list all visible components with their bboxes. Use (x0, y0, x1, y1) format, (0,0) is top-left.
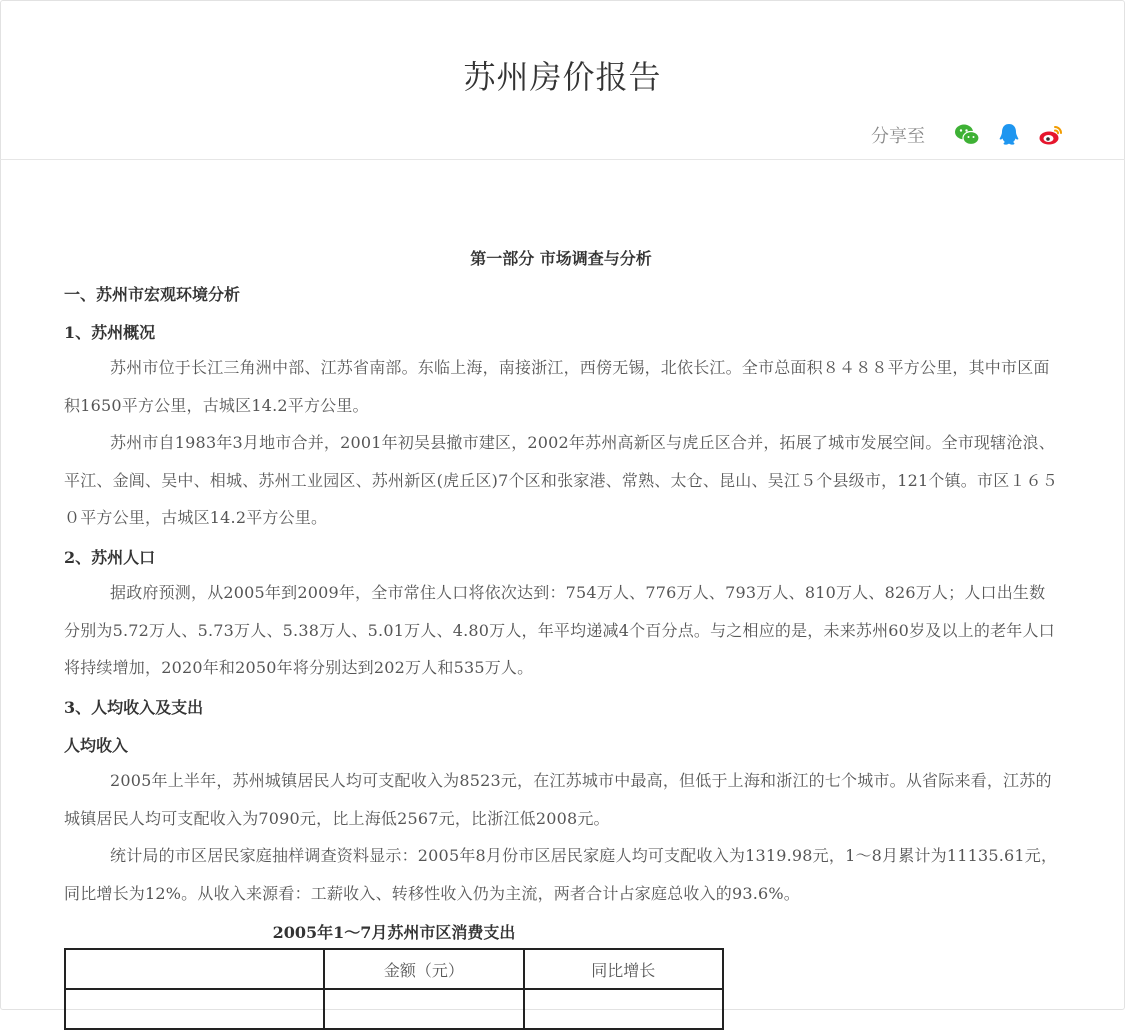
document-header (0, 0, 1125, 160)
table-cell (524, 989, 723, 1029)
weibo-icon[interactable] (1037, 121, 1065, 149)
wechat-icon[interactable] (953, 121, 981, 149)
table-header-cell: 金额（元） (324, 949, 523, 989)
table-cell (324, 989, 523, 1029)
paragraph: 统计局的市区居民家庭抽样调查资料显示：2005年8月份市区居民家庭人均可支配收入为1319.98元，1～8月累计为11135.61元，同比增长为12%。从收入来源看：工薪收入、转移性收入仍为主流，两者合计占家庭总收入的93.6%。 (64, 846, 1058, 903)
subsection-heading: 人均收入 (64, 736, 129, 755)
table-header-row (65, 949, 723, 989)
paragraph: 苏州市位于长江三角洲中部、江苏省南部。东临上海，南接浙江，西傍无锡，北依长江。全市总面积８４８８平方公里，其中市区面积1650平方公里，古城区14.2平方公里。 (64, 358, 1050, 415)
part-title: 第一部分 市场调查与分析 (470, 249, 652, 268)
paragraph: 2005年上半年，苏州城镇居民人均可支配收入为8523元，在江苏城市中最高，但低于上海和浙江的七个城市。从省际来看，江苏的城镇居民人均可支配收入为7090元，比上海低2567元，比浙江低2008元。 (64, 771, 1052, 828)
share-bar (871, 120, 1065, 150)
table-row (65, 989, 723, 1029)
subsection-heading: 3、人均收入及支出 (64, 698, 204, 717)
table-header-cell: 同比增长 (524, 949, 723, 989)
paragraph: 据政府预测，从2005年到2009年，全市常住人口将依次达到：754万人、776万人、793万人、810万人、826万人；人口出生数分别为5.72万人、5.73万人、5.38万人、5.01万人、4.80万人，年平均递减4个百分点。与之相应的是，未来苏州60岁及以上的老年人口将持续增加，2020年和2050年将分别达到202万人和535万人。 (64, 583, 1055, 677)
page-title: 苏州房价报告 (463, 58, 662, 96)
subsection-heading: 1、苏州概况 (64, 323, 156, 342)
table-cell (65, 989, 324, 1029)
paragraph: 苏州市自1983年3月地市合并，2001年初吴县撤市建区，2002年苏州高新区与虎丘区合并，拓展了城市发展空间。全市现辖沧浪、平江、金阊、吴中、相城、苏州工业园区、苏州新区(虎丘区)7个区和张家港、常熟、太仓、昆山、吴江５个县级市，121个镇。市区１６５０平方公里，古城区14.2平方公里。 (64, 433, 1059, 527)
subsection-heading: 2、苏州人口 (64, 548, 156, 567)
expenditure-table (64, 948, 724, 1030)
qq-icon[interactable] (995, 121, 1023, 149)
share-label: 分享至 (871, 126, 925, 147)
section-heading: 一、苏州市宏观环境分析 (64, 285, 241, 304)
table-title: 2005年1～7月苏州市区消费支出 (272, 923, 516, 942)
table-header-cell (65, 949, 324, 989)
